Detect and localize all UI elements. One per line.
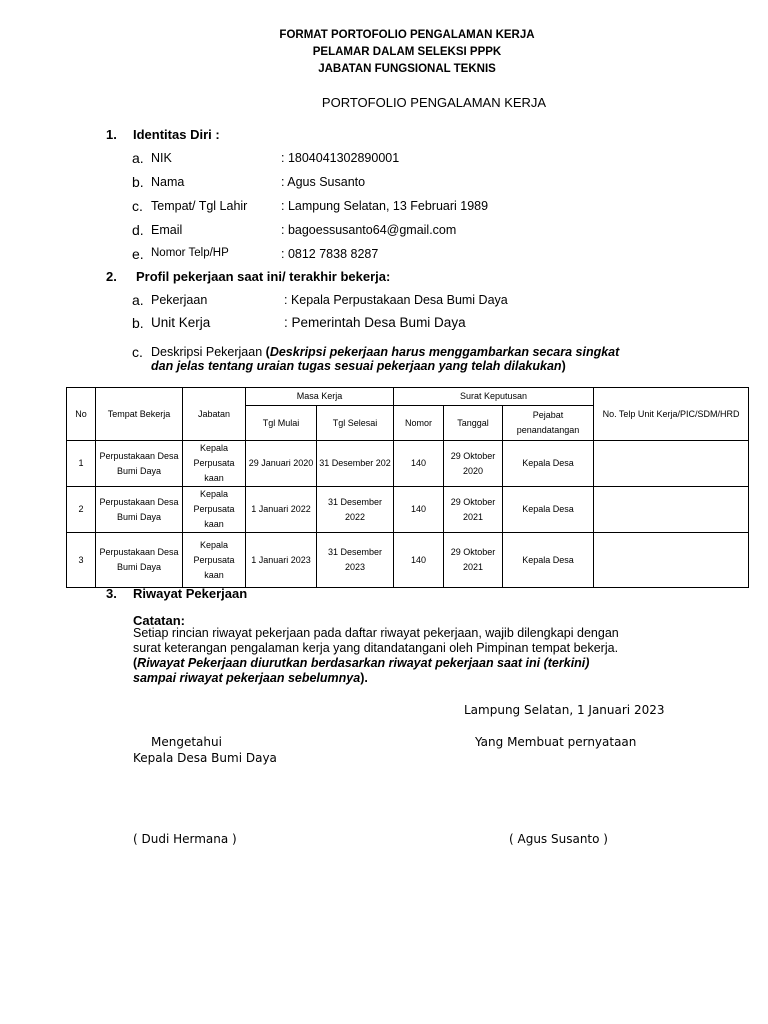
table-row (67, 441, 749, 487)
identity-label: Nomor Telp/HP (151, 247, 229, 259)
section-2-title: Profil pekerjaan saat ini/ terakhir bekerja: (136, 269, 391, 284)
cell-nomor: 140 (394, 487, 444, 533)
note-emphasis-1: Riwayat Pekerjaan diurutkan berdasarkan riwayat pekerjaan saat ini (terkini) (137, 656, 590, 670)
identity-letter: b. (132, 174, 144, 190)
header-nomor: Nomor (394, 406, 444, 441)
cell-nomor: 140 (394, 441, 444, 487)
section-1-title: Identitas Diri : (133, 127, 220, 142)
header-line-2: PELAMAR DALAM SELEKSI PPPK (312, 46, 502, 58)
header-jabatan: Jabatan (183, 388, 246, 441)
identity-value: : bagoessusanto64@gmail.com (281, 223, 457, 237)
note-heading: Catatan: (133, 613, 186, 628)
cell-tgl-mulai: 1 Januari 2023 (246, 533, 317, 588)
note-line-4 (133, 671, 368, 686)
identity-letter: e. (132, 246, 144, 262)
cell-pejabat: Kepala Desa (503, 441, 594, 487)
description-line-1 (151, 345, 619, 359)
profile-label: Pekerjaan (151, 293, 208, 307)
document-title: PORTOFOLIO PENGALAMAN KERJA (321, 95, 547, 110)
right-role: Yang Membuat pernyataan (475, 735, 637, 749)
identity-label: Email (151, 223, 183, 237)
cell-jabatan: Kepala Perpusata kaan (183, 487, 246, 533)
cell-no: 2 (67, 487, 96, 533)
cell-tempat: Perpustakaan Desa Bumi Daya (96, 533, 183, 588)
cell-telp (594, 441, 749, 487)
table-header-row-1 (67, 388, 749, 406)
cell-tanggal: 29 Oktober 2021 (444, 533, 503, 588)
header-tgl-selesai: Tgl Selesai (317, 406, 394, 441)
section-3-title: Riwayat Pekerjaan (133, 586, 248, 601)
description-emphasis-1: Deskripsi pekerjaan harus menggambarkan secara singkat (269, 345, 620, 359)
identity-letter: a. (132, 150, 144, 166)
cell-tanggal: 29 Oktober 2021 (444, 487, 503, 533)
section-1-number: 1. (106, 127, 117, 142)
left-signatory-name: ( Dudi Hermana ) (133, 832, 237, 846)
cell-no: 3 (67, 533, 96, 588)
section-2-number: 2. (106, 269, 117, 284)
portfolio-table (66, 387, 749, 588)
identity-label: NIK (151, 151, 172, 165)
header-pejabat: Pejabat penandatangan (503, 406, 594, 441)
cell-tempat: Perpustakaan Desa Bumi Daya (96, 441, 183, 487)
identity-label: Nama (151, 175, 185, 189)
identity-label: Tempat/ Tgl Lahir (151, 199, 248, 213)
cell-nomor: 140 (394, 533, 444, 588)
description-line-2 (151, 359, 566, 373)
profile-value: : Pemerintah Desa Bumi Daya (284, 315, 466, 330)
note-emphasis-2: sampai riwayat pekerjaan sebelumnya (133, 671, 361, 685)
table-row (67, 487, 749, 533)
cell-pejabat: Kepala Desa (503, 487, 594, 533)
header-line-3: JABATAN FUNGSIONAL TEKNIS (318, 63, 496, 75)
left-role-1: Mengetahui (151, 735, 222, 749)
place-date: Lampung Selatan, 1 Januari 2023 (464, 703, 665, 717)
identity-value: : Lampung Selatan, 13 Februari 1989 (281, 199, 489, 213)
cell-tempat: Perpustakaan Desa Bumi Daya (96, 487, 183, 533)
note-line-2: surat keterangan pengalaman kerja yang ditandatangani oleh Pimpinan tempat bekerja. (133, 641, 619, 655)
cell-tgl-selesai: 31 Desember 2022 (317, 487, 394, 533)
cell-telp (594, 533, 749, 588)
header-masa-kerja: Masa Kerja (246, 388, 394, 406)
note-line-1: Setiap rincian riwayat pekerjaan pada daftar riwayat pekerjaan, wajib dilengkapi dengan (133, 626, 619, 640)
profile-value: : Kepala Perpustakaan Desa Bumi Daya (284, 293, 508, 307)
identity-letter: c. (132, 198, 143, 214)
note-line-3 (133, 656, 589, 671)
identity-letter: d. (132, 222, 144, 238)
header-surat-keputusan: Surat Keputusan (394, 388, 594, 406)
identity-value: : 1804041302890001 (281, 151, 400, 165)
note-close-paren: ). (360, 671, 368, 685)
profile-letter: b. (132, 315, 144, 331)
identity-value: : Agus Susanto (281, 175, 366, 189)
left-role-2: Kepala Desa Bumi Daya (133, 751, 277, 765)
description-open-paren: ( (265, 345, 270, 359)
cell-tgl-mulai: 29 Januari 2020 (246, 441, 317, 487)
cell-no: 1 (67, 441, 96, 487)
header-tgl-mulai: Tgl Mulai (246, 406, 317, 441)
cell-tgl-selesai: 31 Desember 202 (317, 441, 394, 487)
description-label: Deskripsi Pekerjaan (151, 345, 263, 359)
profile-label: Unit Kerja (151, 315, 211, 330)
cell-tanggal: 29 Oktober 2020 (444, 441, 503, 487)
profile-letter: c. (132, 344, 143, 360)
right-signatory-name: ( Agus Susanto ) (509, 832, 608, 846)
cell-telp (594, 487, 749, 533)
cell-tgl-selesai: 31 Desember 2023 (317, 533, 394, 588)
header-line-1: FORMAT PORTOFOLIO PENGALAMAN KERJA (279, 29, 535, 41)
header-tempat: Tempat Bekerja (96, 388, 183, 441)
header-tanggal: Tanggal (444, 406, 503, 441)
note-open-paren: ( (133, 656, 138, 670)
cell-tgl-mulai: 1 Januari 2022 (246, 487, 317, 533)
cell-jabatan: Kepala Perpusata kaan (183, 533, 246, 588)
cell-jabatan: Kepala Perpusata kaan (183, 441, 246, 487)
description-emphasis-2: dan jelas tentang uraian tugas sesuai pekerjaan yang telah dilakukan (151, 359, 562, 373)
header-telp: No. Telp Unit Kerja/PIC/SDM/HRD (594, 388, 749, 441)
description-close-paren: ) (561, 359, 566, 373)
profile-letter: a. (132, 292, 144, 308)
cell-pejabat: Kepala Desa (503, 533, 594, 588)
section-3-number: 3. (106, 586, 117, 601)
header-no: No (67, 388, 96, 441)
table-row (67, 533, 749, 588)
identity-value: : 0812 7838 8287 (281, 247, 379, 261)
